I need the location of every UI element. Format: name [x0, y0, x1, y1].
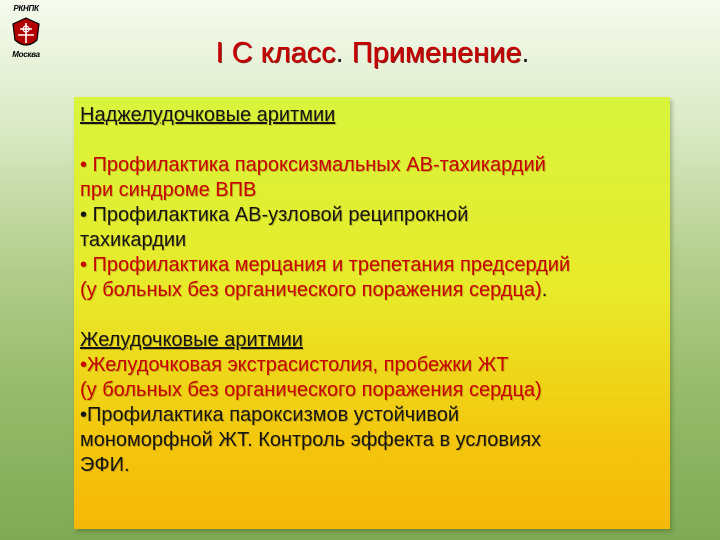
logo-bottom-text: Москва [12, 50, 40, 59]
title-main: I С класс [215, 37, 336, 69]
list-item: •Профилактика пароксизмов устойчивой [80, 404, 460, 426]
title-dot-2: . [521, 37, 530, 69]
list-item: (у больных без органического поражения сердца) [80, 279, 542, 301]
spacer [80, 303, 670, 328]
list-item-wrap [80, 453, 670, 478]
list-item-period: . [123, 454, 130, 476]
list-item-wrap [80, 278, 670, 303]
list-item: • Профилактика мерцания и трепетания предсердий [80, 254, 571, 276]
list-item: • Профилактика АВ-узловой реципрокной [80, 204, 469, 226]
list-item: мономорфной ЖТ. Контроль эффекта в условиях [80, 429, 542, 451]
list-item: • Профилактика пароксизмальных АВ-тахикардий [80, 154, 546, 176]
content-panel [74, 97, 670, 529]
list-item: тахикардии [80, 229, 187, 251]
heading-ventricular: Желудочковые аритмии [80, 329, 303, 351]
list-item: (у больных без органического поражения сердца) [80, 379, 542, 401]
title-sub: Применение [343, 37, 522, 69]
list-item-period: . [541, 279, 548, 301]
title-dot-1: . [335, 37, 344, 69]
list-item: •Желудочковая экстрасистолия, пробежки ЖТ [80, 354, 509, 376]
list-item: при синдроме ВПВ [80, 179, 257, 201]
heading-supraventricular: Наджелудочковые аритмии [80, 104, 336, 126]
content-text [80, 103, 670, 478]
slide-title [0, 37, 720, 70]
list-item: ЭФИ [80, 454, 124, 476]
spacer [80, 128, 670, 153]
logo-top-text: РКНПК [13, 4, 39, 13]
